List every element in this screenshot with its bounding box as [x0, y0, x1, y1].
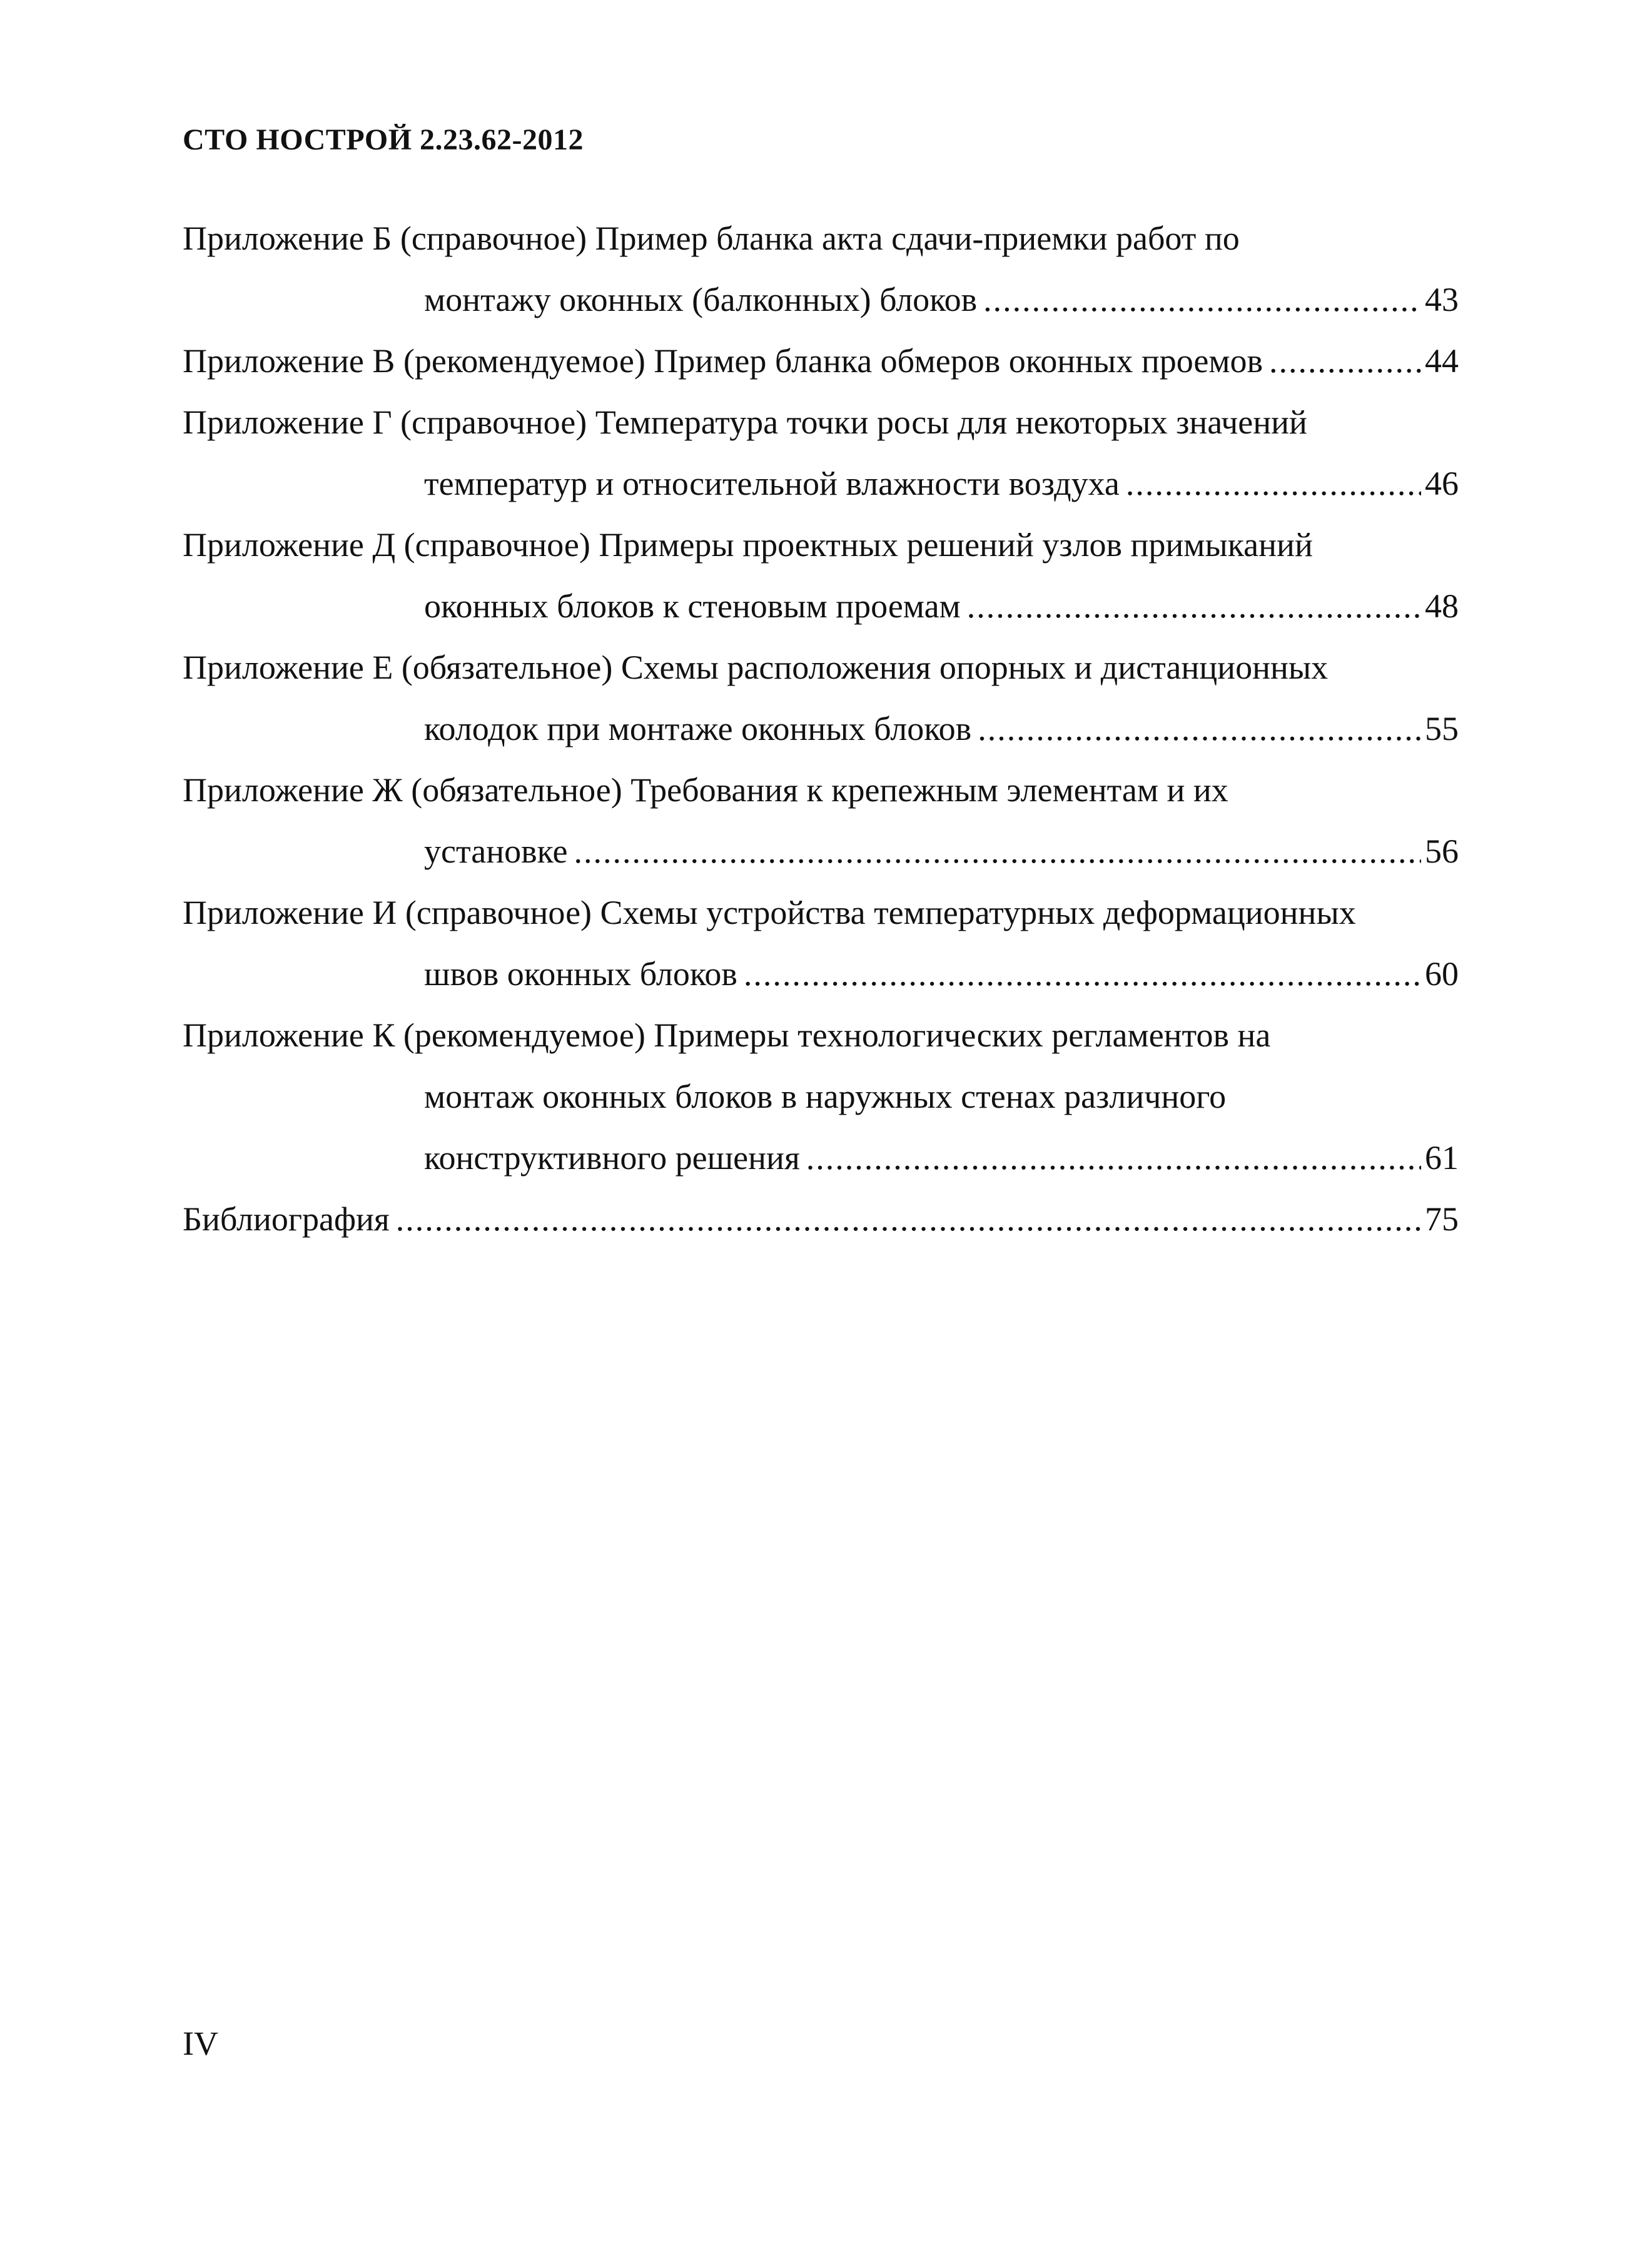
toc-page-number: 75: [1425, 1200, 1459, 1238]
dot-leader: [574, 821, 1421, 882]
toc-entry-title-continuation: колодок при монтаже оконных блоков: [424, 710, 972, 747]
toc-entry-title-continuation: монтажу оконных (балконных) блоков: [424, 281, 978, 318]
toc-page-number: 43: [1425, 281, 1459, 318]
toc-entry-appendix-g[interactable]: [183, 392, 1459, 514]
toc-entry-title: Приложение Г (справочное) Температура точки росы для некоторых значений: [183, 403, 1307, 441]
toc-page-number: 46: [1425, 465, 1459, 502]
toc-entry-title: Приложение Д (справочное) Примеры проектных решений узлов примыканий: [183, 526, 1313, 564]
toc-entry-title-continuation: установке: [424, 833, 568, 870]
toc-page-number: 55: [1425, 710, 1459, 747]
toc-entry-appendix-d[interactable]: [183, 514, 1459, 637]
dot-leader: [983, 269, 1421, 330]
toc-page-number: 44: [1425, 342, 1459, 380]
document-code-header: СТО НОСТРОЙ 2.23.62-2012: [183, 123, 584, 156]
toc-entry-appendix-i[interactable]: [183, 882, 1459, 1005]
toc-entry-title: Приложение В (рекомендуемое) Пример бланка обмеров оконных проемов: [183, 342, 1263, 380]
dot-leader: [978, 698, 1421, 759]
toc-entry-last-line: [183, 1188, 1459, 1250]
toc-entry-appendix-zh[interactable]: [183, 759, 1459, 882]
toc-entry-title-continuation: температур и относительной влажности воздуха: [424, 465, 1120, 502]
toc-entry-appendix-e[interactable]: [183, 637, 1459, 759]
toc-page-number: 61: [1425, 1139, 1459, 1177]
toc-entry-title-continuation: монтаж оконных блоков в наружных стенах различного: [424, 1078, 1227, 1115]
toc-entry-title: Приложение Б (справочное) Пример бланка акта сдачи-приемки работ по: [183, 220, 1240, 257]
toc-entry-last-line: [183, 1127, 1459, 1188]
toc-entry-title: Приложение Ж (обязательное) Требования к крепежным элементам и их: [183, 771, 1228, 809]
toc-entry-title: Библиография: [183, 1200, 390, 1238]
dot-leader: [967, 575, 1421, 637]
toc-entry-title-continuation: конструктивного решения: [424, 1139, 800, 1177]
toc-entry-last-line: [183, 453, 1459, 514]
toc-entry-last-line: [183, 943, 1459, 1005]
toc-entry-appendix-v[interactable]: [183, 330, 1459, 392]
dot-leader: [744, 943, 1421, 1005]
dot-leader: [1126, 453, 1421, 514]
toc-entry-last-line: [183, 575, 1459, 637]
toc-entry-title-continuation: оконных блоков к стеновым проемам: [424, 587, 961, 625]
dot-leader: [1269, 330, 1421, 392]
toc-entry-last-line: [183, 269, 1459, 330]
toc-page-number: 56: [1425, 833, 1459, 870]
toc-page-number: 48: [1425, 587, 1459, 625]
toc-entry-title: Приложение Е (обязательное) Схемы расположения опорных и дистанционных: [183, 649, 1329, 686]
toc-entry-last-line: [183, 698, 1459, 759]
toc-entry-title-continuation: швов оконных блоков: [424, 955, 737, 993]
toc-entry-last-line: [183, 821, 1459, 882]
toc-page-number: 60: [1425, 955, 1459, 993]
toc-entry-last-line: [183, 330, 1459, 392]
toc-entry-title: Приложение К (рекомендуемое) Примеры технологических регламентов на: [183, 1016, 1271, 1054]
table-of-contents: [183, 208, 1459, 1250]
toc-entry-bibliography[interactable]: [183, 1188, 1459, 1250]
page-number-footer: IV: [183, 2025, 218, 2062]
dot-leader: [396, 1188, 1421, 1250]
toc-entry-title: Приложение И (справочное) Схемы устройства температурных деформационных: [183, 894, 1356, 931]
toc-entry-appendix-b[interactable]: [183, 208, 1459, 330]
toc-entry-appendix-k[interactable]: [183, 1005, 1459, 1188]
dot-leader: [806, 1127, 1421, 1188]
